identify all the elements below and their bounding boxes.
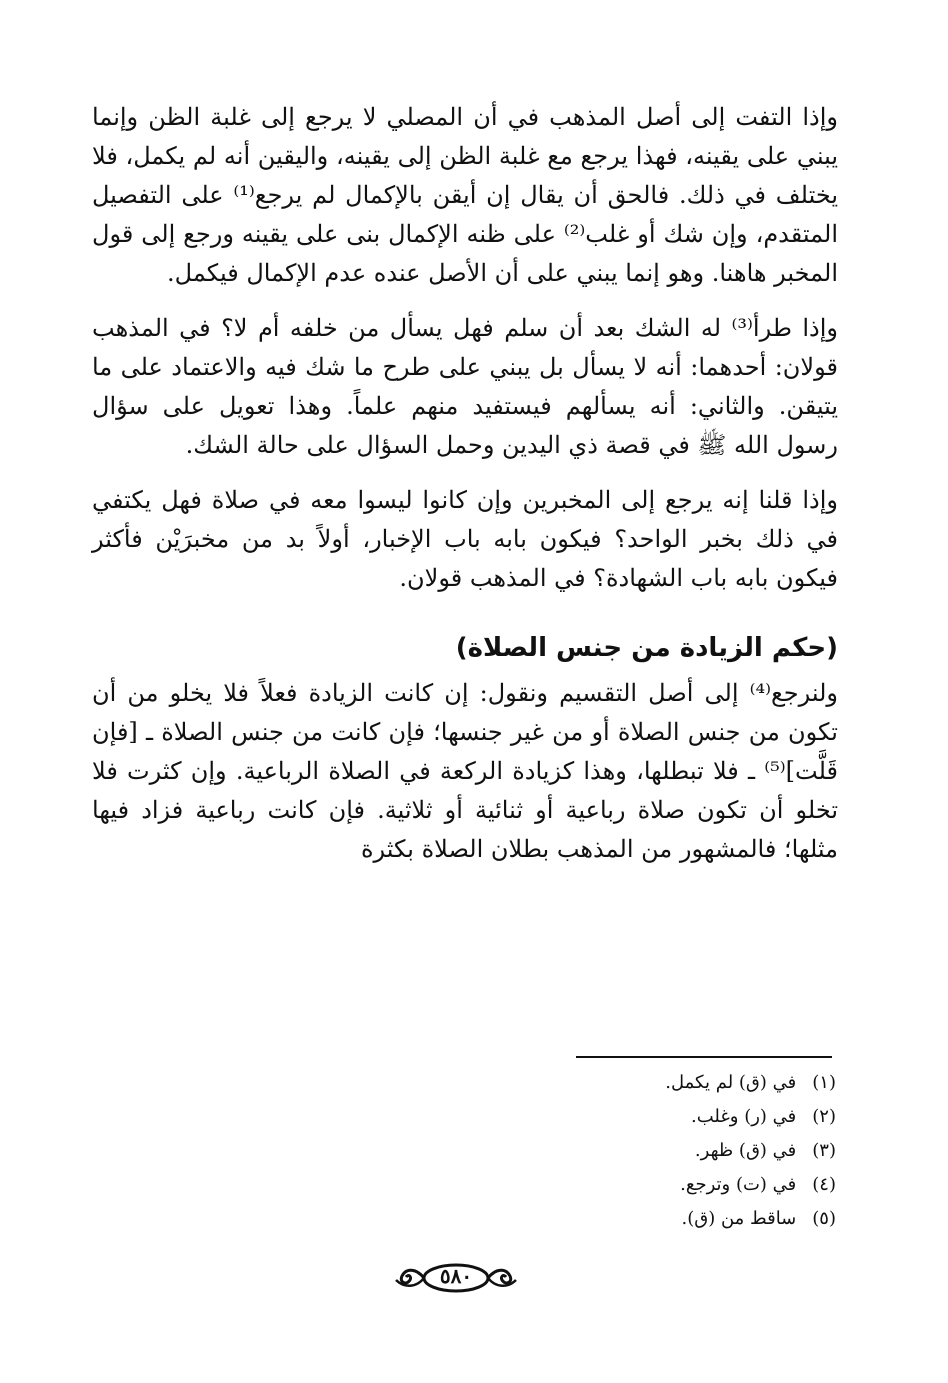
footnote-number: (٥)	[812, 1208, 836, 1229]
footnote-item	[436, 1066, 836, 1100]
footnote-number: (٤)	[812, 1174, 836, 1195]
paragraph-3: وإذا قلنا إنه يرجع إلى المخبرين وإن كانوا ليسوا معه في صلاة فهل يكتفي في ذلك بخبر الواحد؟ فيكون بابه باب الإخبار، أولاً بد من مخبرَيْن فأكثر فيكون بابه باب الشهادة؟ في المذهب قولان.	[92, 486, 838, 592]
paragraph-2: وإذا طرأ⁽³⁾ له الشك بعد أن سلم فهل يسأل من خلفه أم لا؟ في المذهب قولان: أحدهما: أنه لا يسأل بل يبني على طرح ما شك فيه والاعتماد على ما يتيقن. والثاني: أنه يسألهم فيستفيد منهم علماً. وهذا تعويل على سؤال رسول الله ﷺ في قصة ذي اليدين وحمل السؤال على حالة الشك.	[92, 314, 838, 459]
paragraph-1: وإذا التفت إلى أصل المذهب في أن المصلي لا يرجع إلى غلبة الظن وإنما يبني على يقينه، فهذا يرجع مع غلبة الظن إلى يقينه، واليقين أنه لم يكمل، فلا يختلف في ذلك. فالحق أن يقال إن أيقن بالإكمال لم يرجع⁽¹⁾ على التفصيل المتقدم، وإن شك أو غلب⁽²⁾ على ظنه الإكمال بنى على يقينه ورجع إلى قول المخبر هاهنا. وهو إنما يبني على أن الأصل عنده عدم الإكمال فيكمل.	[92, 103, 839, 287]
page-number-ornament	[386, 1258, 526, 1298]
main-text	[92, 98, 838, 869]
footnotes-list	[436, 1066, 836, 1236]
footnote-number: (٢)	[812, 1106, 836, 1127]
footnote-item	[436, 1202, 836, 1236]
footnote-number: (١)	[812, 1072, 836, 1093]
footnote-text: في (ر) وغلب.	[691, 1106, 797, 1127]
section-heading: (حكم الزيادة من جنس الصلاة)	[455, 633, 838, 663]
page-number: ٥٨٠	[439, 1264, 473, 1288]
footnote-item	[436, 1168, 836, 1202]
footnote-item	[436, 1134, 836, 1168]
footnote-text: في (ت) وترجع.	[680, 1174, 797, 1195]
footnote-text: ساقط من (ق).	[681, 1208, 797, 1229]
footnote-text: في (ق) لم يكمل.	[665, 1072, 797, 1093]
footnote-item	[436, 1100, 836, 1134]
paragraph-4: ولنرجع⁽⁴⁾ إلى أصل التقسيم ونقول: إن كانت الزيادة فعلاً فلا يخلو من أن تكون من جنس الصلاة أو من غير جنسها؛ فإن كانت من جنس الصلاة ـ [فإن قَلَّت]⁽⁵⁾ ـ فلا تبطلها، وهذا كزيادة الركعة في الصلاة الرباعية. وإن كثرت فلا تخلو أن تكون صلاة رباعية أو ثنائية أو ثلاثية. فإن كانت رباعية فزاد فيها مثلها؛ فالمشهور من المذهب بطلان الصلاة بكثرة	[92, 679, 839, 863]
footnote-number: (٣)	[812, 1140, 836, 1161]
footnote-text: في (ق) ظهر.	[694, 1140, 797, 1161]
footnote-divider	[576, 1056, 832, 1058]
